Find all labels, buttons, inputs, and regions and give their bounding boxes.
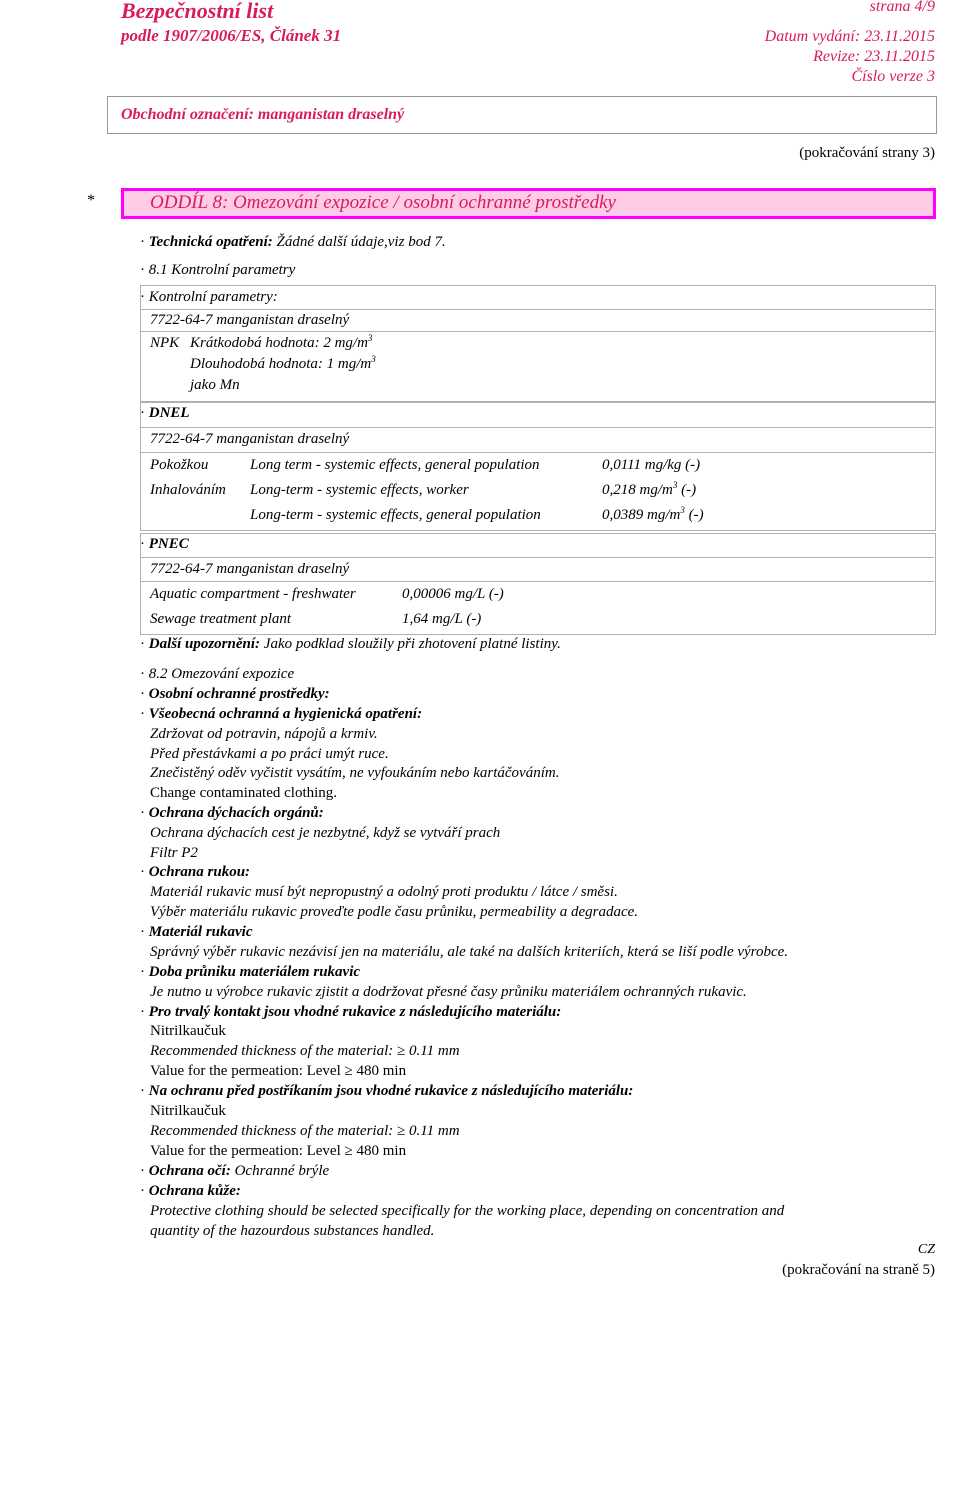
dnel-value: 0,0111 mg/kg (-) <box>602 457 701 473</box>
cp-label: · Kontrolní parametry: <box>140 289 278 305</box>
glove-material-label: · Materiál rukavic <box>140 924 253 940</box>
eye-protection: · Ochrana očí: Ochranné brýle <box>140 1163 330 1179</box>
hand-line: Materiál rukavic musí být nepropustný a odolný proti produktu / látce / směsi. <box>150 884 618 900</box>
s82-heading: · 8.2 Omezování expozice <box>140 666 295 682</box>
permanent-material: Nitrilkaučuk <box>150 1023 226 1039</box>
general-label: · Všeobecná ochranná a hygienická opatření: <box>140 706 423 722</box>
glove-material-text: Správný výběr rukavic nezávisí jen na materiálu, ale také na dalších kriteriích, která se liší podle výrobce. <box>150 944 789 960</box>
continuation-to: (pokračování na straně 5) <box>782 1262 935 1278</box>
language-code: CZ <box>917 1242 935 1257</box>
hand-line: Výběr materiálu rukavic proveďte podle času průniku, permeability a degradace. <box>150 904 639 920</box>
s81-heading: · 8.1 Kontrolní parametry <box>140 262 296 278</box>
skin-line: quantity of the hazourdous substances handled. <box>150 1223 435 1239</box>
section-title: ODDÍL 8: Omezování expozice / osobní ochranné prostředky <box>150 192 616 213</box>
tech-measures-text: Žádné další údaje,viz bod 7. <box>276 234 446 250</box>
dnel-value: 0,218 $mg/m^3$ (-) <box>602 480 697 498</box>
splash-material: Nitrilkaučuk <box>150 1103 226 1119</box>
permanent-permeation: Value for the permeation: Level ≥ 480 min <box>150 1063 407 1079</box>
cp-substance: 7722-64-7 manganistan draselný <box>150 312 350 328</box>
general-line: Change contaminated clothing. <box>150 785 338 801</box>
splash-thickness: Recommended thickness of the material: ≥ 0.11 mm <box>150 1123 460 1139</box>
short-term-value: Krátkodobá hodnota: 2 $mg/m^3$ <box>190 333 373 351</box>
dnel-route: Inhalováním <box>150 482 226 498</box>
general-line: Před přestávkami a po práci umýt ruce. <box>150 746 389 762</box>
pnec-compartment: Aquatic compartment - freshwater <box>150 586 356 602</box>
tech-measures: · Technická opatření: Žádné další údaje,viz bod 7. <box>140 234 446 250</box>
page-number: strana 4/9 <box>869 0 935 15</box>
pnec-compartment: Sewage treatment plant <box>150 611 292 627</box>
change-marker: * <box>87 192 95 209</box>
pnec-value: 0,00006 mg/L (-) <box>402 586 504 602</box>
splash-permeation: Value for the permeation: Level ≥ 480 min <box>150 1143 407 1159</box>
splash-label: · Na ochranu před postříkaním jsou vhodné rukavice z následujícího materiálu: <box>140 1083 634 1099</box>
permanent-thickness: Recommended thickness of the material: ≥ 0.11 mm <box>150 1043 460 1059</box>
dnel-substance: 7722-64-7 manganistan draselný <box>150 431 350 447</box>
resp-label: · Ochrana dýchacích orgánů: <box>140 805 324 821</box>
as-mn: jako Mn <box>190 377 240 393</box>
penetration-label: · Doba průniku materiálem rukavic <box>140 964 361 980</box>
ppe-label: · Osobní ochranné prostředky: <box>140 686 330 702</box>
resp-line: Filtr P2 <box>150 845 198 861</box>
dnel-route: Pokožkou <box>150 457 209 473</box>
revision-date: Revize: 23.11.2015 <box>813 48 935 65</box>
permanent-contact-label: · Pro trvalý kontakt jsou vhodné rukavice z následujícího materiálu: <box>140 1004 562 1020</box>
general-line: Znečistěný oděv vyčistit vysátím, ne vyfoukáním nebo kartáčováním. <box>150 765 560 781</box>
long-term-value: Dlouhodobá hodnota: 1 $mg/m^3$ <box>190 354 376 372</box>
skin-label: · Ochrana kůže: <box>140 1183 241 1199</box>
issue-date: Datum vydání: 23.11.2015 <box>764 28 935 45</box>
resp-line: Ochrana dýchacích cest je nezbytné, když se vytváří prach <box>150 825 501 841</box>
penetration-text: Je nutno u výrobce rukavic zjistit a dodržovat přesné časy průniku materiálem ochranných rukavic. <box>150 984 747 1000</box>
hand-label: · Ochrana rukou: <box>140 864 251 880</box>
pnec-label: · PNEC <box>140 536 189 552</box>
dnel-type: Long-term - systemic effects, worker <box>250 482 469 498</box>
regulation-reference: podle 1907/2006/ES, Článek 31 <box>121 26 342 45</box>
version-number: Číslo verze 3 <box>851 68 935 85</box>
dnel-type: Long-term - systemic effects, general population <box>250 507 541 523</box>
tech-measures-label: Technická opatření: <box>148 234 273 250</box>
npk-label: NPK <box>150 335 180 351</box>
skin-line: Protective clothing should be selected specifically for the working place, depending on concentration and <box>150 1203 785 1219</box>
dnel-value: 0,0389 $mg/m^3$ (-) <box>602 505 704 523</box>
general-line: Zdržovat od potravin, nápojů a krmiv. <box>150 726 378 742</box>
pnec-substance: 7722-64-7 manganistan draselný <box>150 561 350 577</box>
trade-name: Obchodní označení: manganistan draselný <box>121 106 405 123</box>
pnec-value: 1,64 mg/L (-) <box>402 611 482 627</box>
further-info: · Další upozornění: Jako podklad sloužily při zhotovení platné listiny. <box>140 636 561 652</box>
dnel-label: · DNEL <box>140 405 190 421</box>
dnel-type: Long term - systemic effects, general population <box>250 457 540 473</box>
continuation-from: (pokračování strany 3) <box>799 145 935 161</box>
document-title: Bezpečnostní list <box>121 0 274 23</box>
